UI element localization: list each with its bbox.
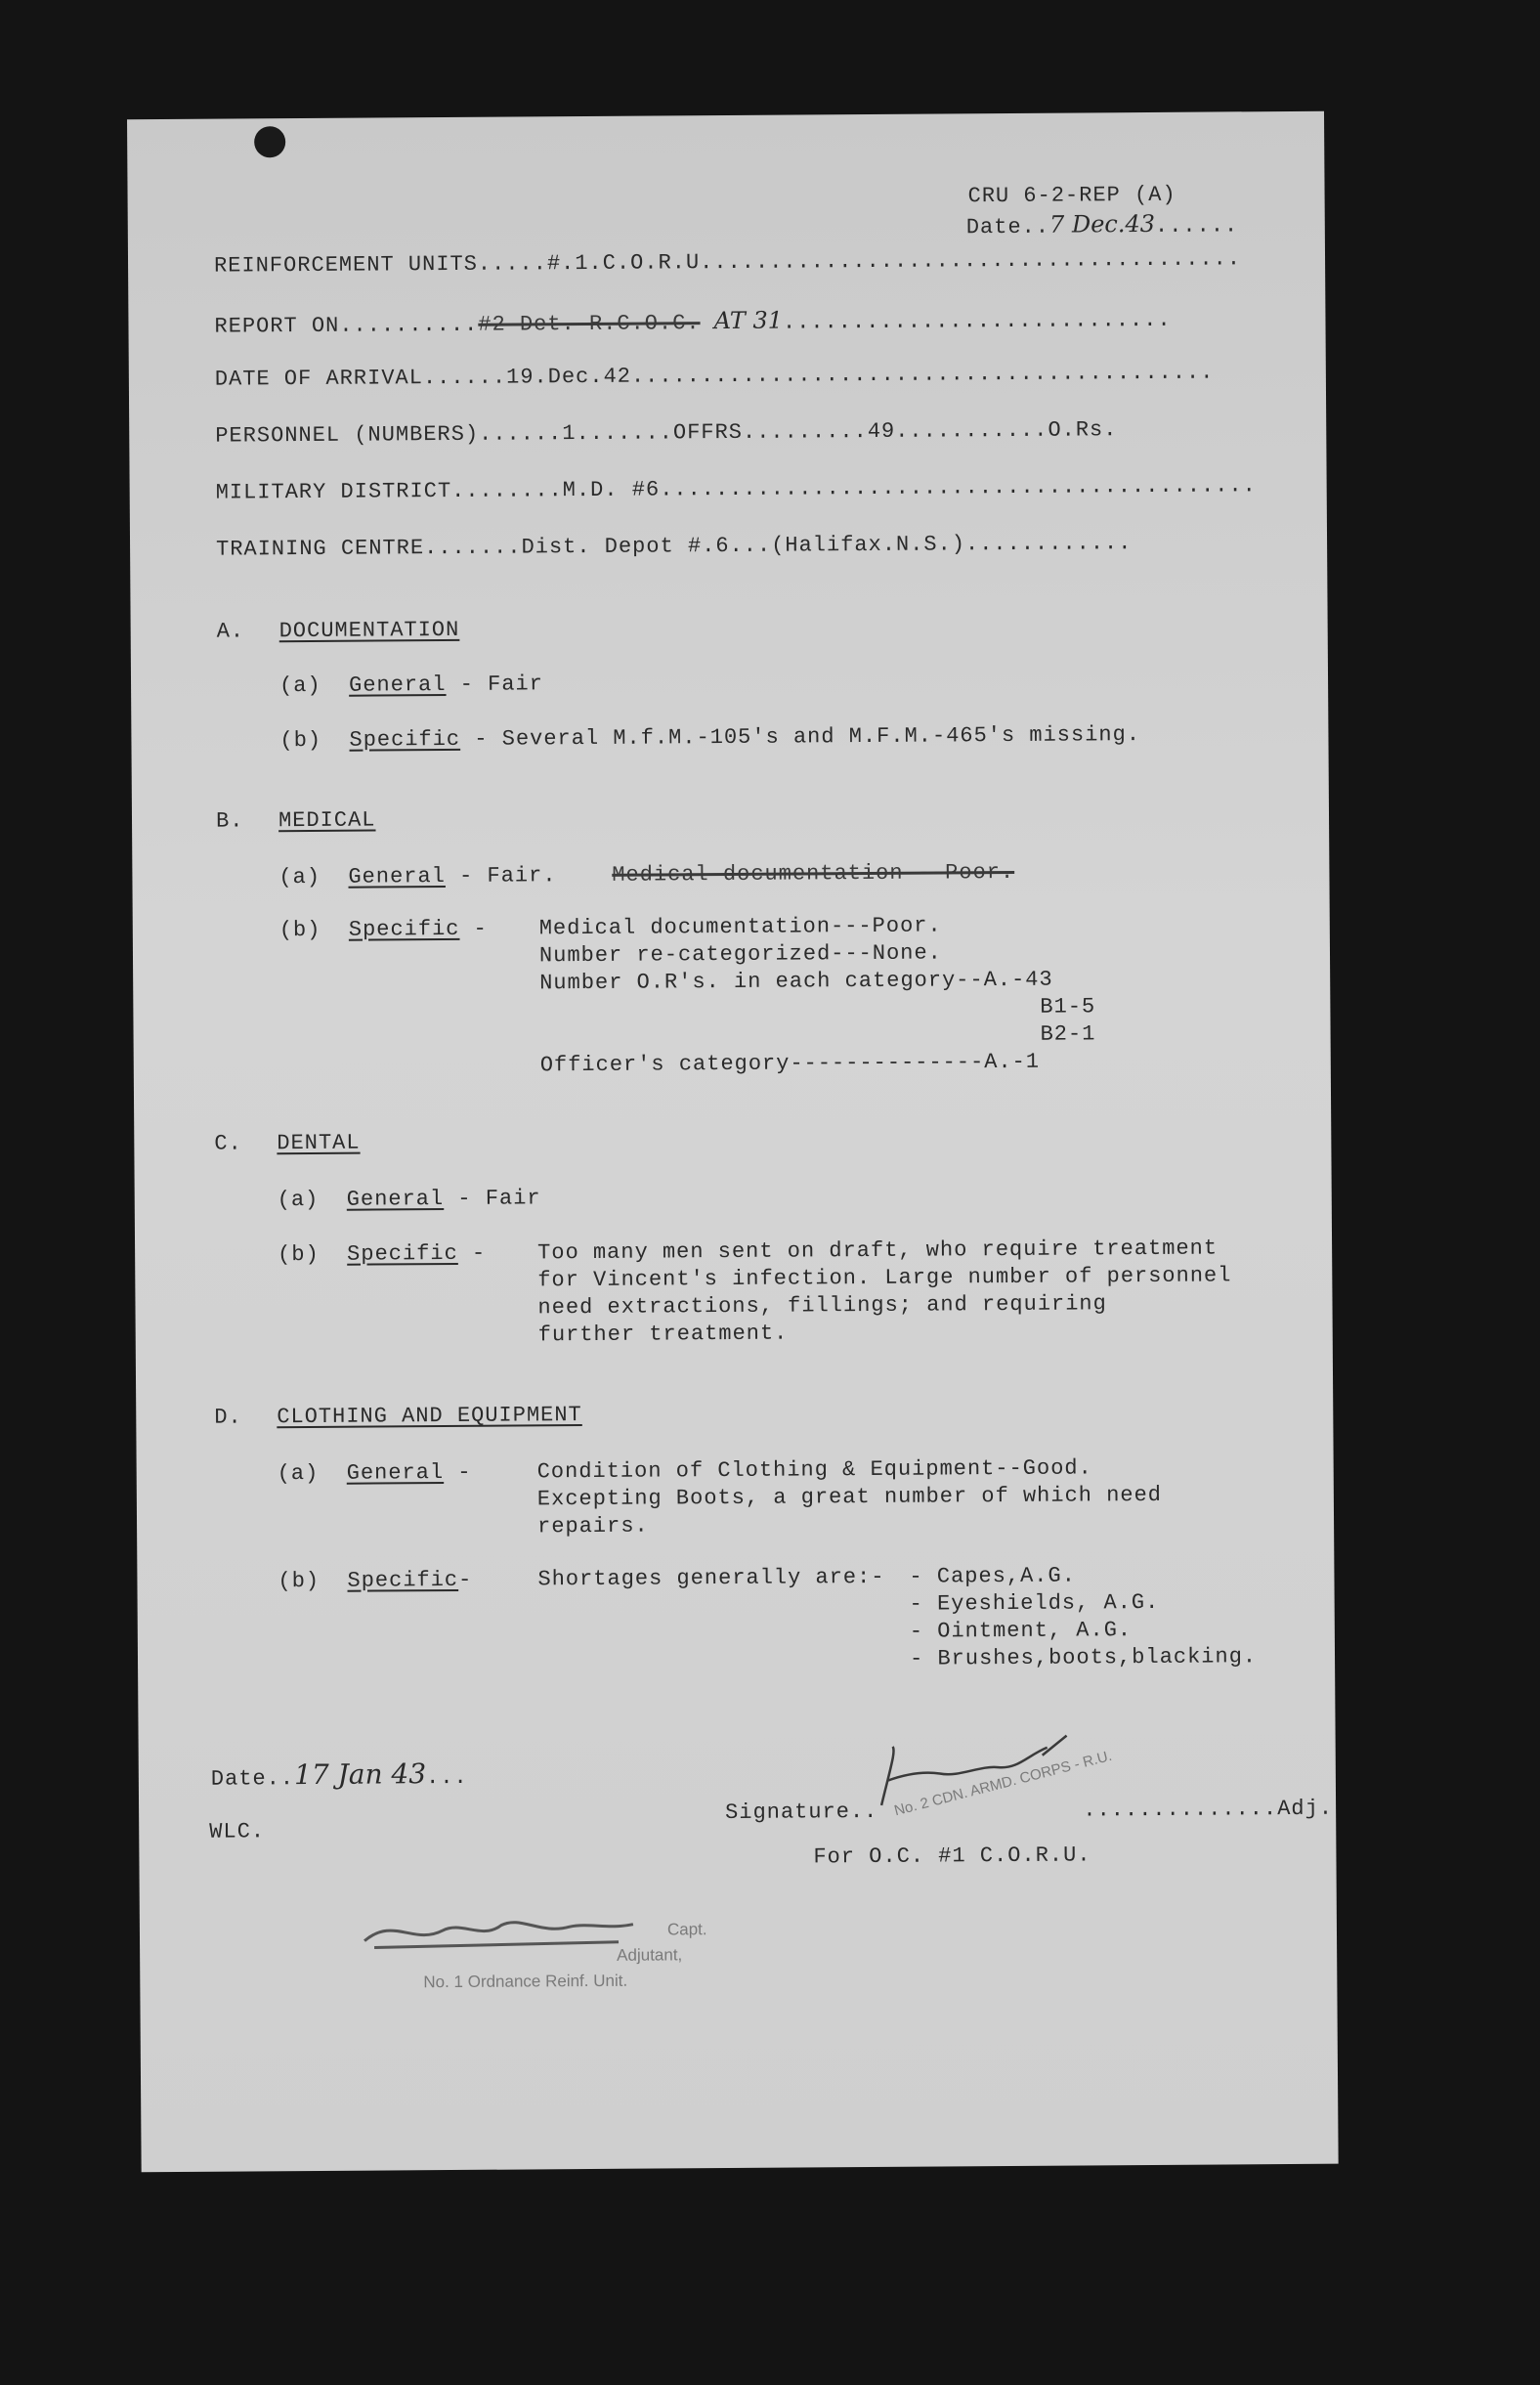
item-separator: - [444, 1459, 486, 1486]
field-leader: ...........O.Rs. [895, 417, 1118, 444]
report-date-tail: ...... [1154, 213, 1239, 238]
section-b-general [278, 860, 1014, 889]
item-label: Specific [347, 1240, 458, 1267]
section-d-letter: D. [214, 1405, 242, 1430]
item-text: Fair [485, 1186, 541, 1211]
item-label: Specific [348, 916, 460, 942]
report-date-label: Date.. [965, 214, 1050, 240]
section-c-specific [278, 1241, 499, 1268]
typist-initials: WLC. [209, 1819, 266, 1844]
section-b-specific [279, 917, 501, 943]
shortage-item: - Capes,A.G. [909, 1563, 1076, 1589]
clothing-line: Excepting Boots, a great number of which need [536, 1482, 1163, 1512]
item-label: General [346, 1187, 445, 1212]
for-oc-line: For O.C. #1 C.O.R.U. [813, 1843, 1091, 1870]
item-separator: - [457, 1240, 500, 1266]
clothing-line: Condition of Clothing & Equipment--Good. [536, 1455, 1092, 1485]
section-d-title: CLOTHING AND EQUIPMENT [277, 1403, 582, 1430]
item-text: Fair [488, 672, 544, 697]
item-tag: (b) [279, 727, 322, 754]
section-a-general [279, 672, 543, 698]
dental-line: Too many men sent on draft, who require treatment [537, 1236, 1219, 1266]
item-separator: - [459, 916, 502, 941]
section-d-general [278, 1460, 486, 1486]
section-a-letter: A. [216, 619, 245, 644]
item-separator: - [445, 863, 488, 889]
section-b-title: MEDICAL [278, 807, 376, 834]
unit-stamp: No. 2 CDN. ARMD. CORPS - R.U. [892, 1747, 1114, 1820]
field-date-of-arrival [215, 361, 1215, 392]
item-tag: (a) [277, 1460, 320, 1487]
offrs-count: 1 [562, 421, 577, 447]
medical-line: Number re-categorized---None. [538, 940, 942, 969]
item-separator: - [446, 672, 489, 698]
signature-label: Signature.. [725, 1799, 878, 1826]
dental-line: further treatment. [537, 1321, 789, 1348]
item-tag: (b) [278, 917, 321, 943]
item-tag: (a) [278, 864, 321, 890]
item-text-struck: Medical documentation---Poor. [612, 859, 1015, 888]
section-c-title: DENTAL [277, 1130, 361, 1156]
captain-unit: No. 1 Ordnance Reinf. Unit. [423, 1971, 628, 1992]
field-leader: ........................................... [660, 473, 1257, 502]
item-tag: (a) [277, 1187, 320, 1213]
item-separator: - [460, 726, 502, 752]
field-label: TRAINING CENTRE....... [216, 535, 522, 562]
field-leader: ...................................... [713, 246, 1242, 276]
field-leader: ............................ [782, 307, 1172, 335]
medical-line: B2-1 [1040, 1021, 1096, 1047]
shortage-item: - Brushes,boots,blacking. [909, 1644, 1258, 1671]
field-reinforcement-units [214, 246, 1241, 278]
signed-date-value: 17 Jan 43 [293, 1757, 427, 1792]
section-d-specific [278, 1568, 472, 1593]
field-value: M.D. #6 [562, 477, 661, 503]
field-leader: .......................................... [630, 360, 1215, 389]
signed-date [211, 1757, 468, 1792]
ors-count: 49 [867, 418, 896, 444]
field-label: REPORT ON.......... [214, 312, 479, 339]
item-label: General [346, 1460, 445, 1486]
item-label: General [348, 864, 446, 889]
item-label: General [348, 672, 447, 698]
field-leader: .......OFFRS......... [576, 418, 868, 447]
field-label: REINFORCEMENT UNITS..... [213, 251, 548, 279]
section-b-letter: B. [215, 808, 244, 834]
handwritten-note: AT 31 [713, 306, 784, 335]
field-label: MILITARY DISTRICT........ [215, 478, 563, 505]
item-separator: - [444, 1186, 486, 1212]
dental-line: for Vincent's infection. Large number of personnel [537, 1263, 1232, 1293]
field-value: 19.Dec.42 [506, 364, 632, 390]
field-leader: ............ [964, 531, 1133, 557]
shortages-lead: Shortages generally are:- [537, 1564, 885, 1592]
field-value: Dist. Depot #.6...(Halifax.N.S.) [521, 532, 966, 560]
medical-line: Number O.R's. in each category--A.-43 [539, 967, 1053, 996]
captain-title: Capt. [666, 1920, 707, 1939]
section-a-specific [279, 722, 1140, 753]
medical-line: B1-5 [1040, 994, 1096, 1019]
document-sheet [127, 111, 1339, 2173]
signature-tail: ..............Adj. [1083, 1796, 1334, 1823]
captain-role: Adjutant, [617, 1945, 683, 1965]
field-value-struck: #2 Det. R.C.O.C. [478, 311, 701, 337]
item-label: Specific [347, 1567, 459, 1593]
medical-line: Medical documentation---Poor. [538, 913, 942, 941]
field-value: #.1.C.O.R.U. [546, 250, 714, 277]
form-code: CRU 6-2-REP (A) [967, 182, 1176, 209]
field-personnel [215, 417, 1117, 448]
field-label: PERSONNEL (NUMBERS)...... [215, 421, 563, 449]
signed-date-label: Date.. [210, 1766, 295, 1792]
shortage-item: - Eyeshields, A.G. [909, 1589, 1160, 1617]
item-tag: (b) [278, 1241, 320, 1268]
item-text: Several M.f.M.-105's and M.F.M.-465's missing. [501, 722, 1141, 752]
signed-date-tail: ... [426, 1764, 468, 1791]
captain-signature [355, 1895, 648, 1966]
report-date [966, 209, 1239, 239]
punch-hole [254, 126, 285, 157]
section-c-letter: C. [214, 1131, 242, 1156]
field-training-centre [216, 531, 1133, 562]
report-date-value: 7 Dec.43 [1048, 209, 1156, 238]
field-label: DATE OF ARRIVAL...... [214, 365, 507, 392]
item-tag: (b) [278, 1568, 321, 1594]
field-report-on [214, 304, 1171, 339]
item-text: Fair. [487, 863, 557, 889]
shortage-item: - Ointment, A.G. [909, 1618, 1133, 1644]
item-tag: (a) [278, 672, 321, 699]
field-military-district [216, 473, 1257, 504]
section-a-title: DOCUMENTATION [278, 617, 460, 644]
clothing-line: repairs. [536, 1513, 649, 1539]
medical-line: Officer's category--------------A.-1 [539, 1049, 1041, 1078]
dental-line: need extractions, fillings; and requiring [537, 1291, 1107, 1321]
section-c-general [278, 1186, 541, 1212]
item-label: Specific [349, 726, 461, 753]
item-separator: - [458, 1567, 473, 1592]
